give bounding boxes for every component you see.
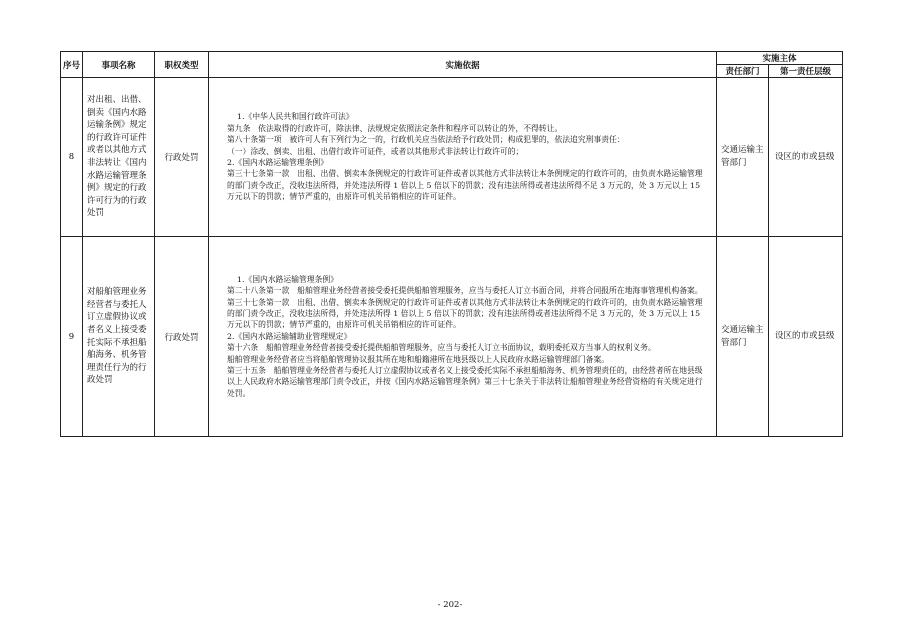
responsibility-level: 设区的市或县级	[769, 237, 843, 437]
header-no: 序号	[61, 52, 83, 78]
basis-paragraph: 第二十八条第一款 船舶管理业务经营者接受委托提供船舶管理服务，应当与委托人订立书面合同，并将合同报所在地海事管理机构备案。	[227, 286, 703, 296]
basis-paragraph: 第三十七条第一款 出租、出借、倒卖本条例规定的行政许可证件或者以其他方式非法转让本条例规定的行政许可的，由负责水路运输管理的部门责令改正，没收违法所得，并处违法所得 1 倍以上 5 倍以下的罚款；没有违法所得或者违法所得不足 3 万元的，处 3 万元以上 15 万元以下的罚款；情节严重的，由原许可机关吊销相应的许可证件。	[227, 169, 703, 202]
enforcement-table	[60, 51, 843, 437]
header-power-type: 职权类型	[155, 52, 209, 78]
basis-paragraph: 第三十五条 船舶管理业务经营者与委托人订立虚假协议或者名义上接受委托实际不承担船舶海务、机务管理责任的，由经营者所在地县级以上人民政府水路运输管理部门责令改正，并按《国内水路运输管理条例》第三十七条关于非法转让船舶管理业务经营资格的有关规定进行处罚。	[227, 366, 703, 398]
basis-paragraph: 1.《国内水路运输管理条例》	[237, 274, 339, 284]
basis-paragraph: 第九条 依法取得的行政许可，除法律、法规规定依照法定条件和程序可以转让的外，不得转让。	[227, 123, 563, 133]
power-type: 行政处罚	[155, 78, 209, 237]
basis-paragraph: 2.《国内水路运输管理条例》	[227, 158, 329, 167]
responsibility-level: 设区的市或县级	[769, 78, 843, 237]
basis-paragraph: 1.《中华人民共和国行政许可法》	[237, 112, 354, 122]
table-row	[61, 78, 843, 237]
basis-paragraph: 船舶管理业务经营者应当将船舶管理协议报其所在地和船籍港所在地县级以上人民政府水路运输管理部门备案。	[227, 354, 610, 364]
table-row	[61, 237, 843, 437]
basis-paragraph: 第十六条 船舶管理业务经营者接受委托提供船舶管理服务，应当与委托人订立书面协议，载明委托双方当事人的权利义务。	[227, 343, 656, 353]
basis-paragraph: （一）涂改、倒卖、出租、出借行政许可证件，或者以其他形式非法转让行政许可的；	[227, 146, 524, 156]
item-name: 对出租、出借、倒卖《国内水路运输条例》规定的行政许可证件或者以其他方式非法转让《国内水路运输管理条例》规定的行政许可行为的行政处罚	[83, 78, 155, 237]
responsible-dept: 交通运输主管部门	[717, 237, 769, 437]
basis-text	[209, 78, 717, 237]
basis-text	[209, 237, 717, 437]
row-number: 8	[61, 78, 83, 237]
basis-paragraph: 第三十七条第一款 出租、出借、倒卖本条例规定的行政许可证件或者以其他方式非法转让本条例规定的行政许可的，由负责水路运输管理的部门责令改正，没收违法所得，并处违法所得 1 倍以上 5 倍以下的罚款；没有违法所得或者违法所得不足 3 万元的，处 3 万元以上 15 万元以下的罚款；情节严重的，由原许可机关吊销相应的许可证件。	[227, 297, 703, 330]
basis-paragraph: 第八十条第一项 被许可人有下列行为之一的，行政机关应当依法给予行政处罚；构成犯罪的，依法追究刑事责任：	[227, 135, 625, 145]
page-number: - 202-	[437, 600, 463, 610]
header-subject: 实施主体	[717, 52, 843, 65]
header-basis: 实施依据	[209, 52, 717, 78]
responsible-dept: 交通运输主管部门	[717, 78, 769, 237]
header-dept: 责任部门	[717, 65, 769, 78]
item-name: 对船舶管理业务经营者与委托人订立虚假协议或者名义上接受委托实际不承担船舶海务、机务管理责任行为的行政处罚	[83, 237, 155, 437]
power-type: 行政处罚	[155, 237, 209, 437]
basis-paragraph: 2.《国内水路运输辅助业管理规定》	[227, 331, 352, 341]
row-number: 9	[61, 237, 83, 437]
header-level: 第一责任层级	[769, 65, 843, 78]
header-item-name: 事项名称	[83, 52, 155, 78]
